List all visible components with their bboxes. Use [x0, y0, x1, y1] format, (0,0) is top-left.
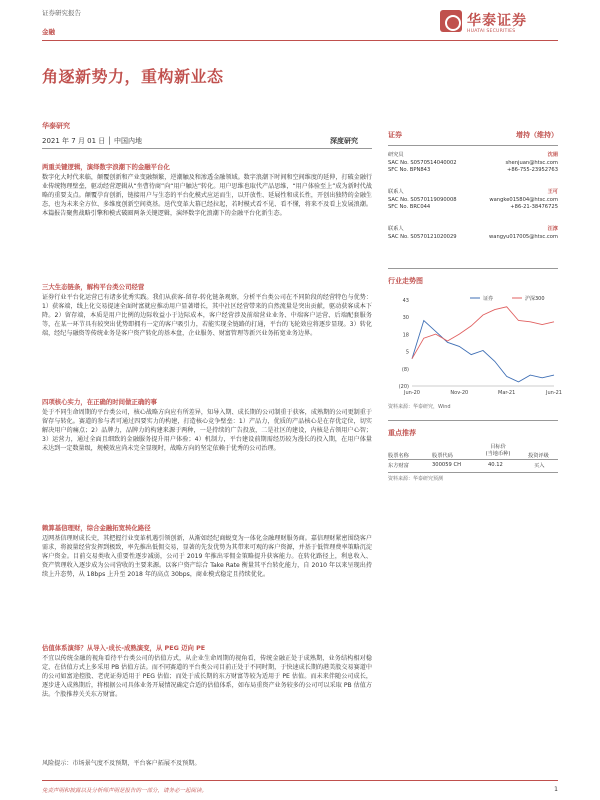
- analyst-2-phone: +86-21-38476725: [510, 204, 558, 211]
- analyst-1-role: 研究员: [388, 152, 404, 158]
- date-line: 2021 年 7 月 01 日 │ 中国内地: [42, 137, 142, 145]
- chart-title: 行业走势图: [388, 277, 423, 285]
- analyst-1-sac: SAC No. S0570514040002: [388, 159, 457, 166]
- logo-en: HUATAI SECURITIES: [467, 29, 516, 34]
- rp-rule-rec: [388, 420, 558, 421]
- para-2-text: 证券行业平台化运营已有诸多优秀实践。我们从获客-留存-转化链条观察，分析平台类公司在不同阶段的经营特色与优势：1）获客端，线上化交易提速全面时富就应推动用户显著增长，其中社区经营带来的自然流量是突出贡献，驱动获客成本下降。2）留存端，本质是用户比例的边际收益小于边际成本，客户经营涉及前端营业业务、中端客户运营、后端配套服务等，在某一环节具有较突出优势即拥有一定的客户吸引力，若能实现全链路的打通，平台的飞轮效应将逐步显现。3）转化端，经纪与融资等传统业务是客户资产转化的基本盘，企业服务、财富管理等新兴业务拓宽业务边界。: [42, 294, 372, 338]
- para-5-text: 不宜以传统金融的视角看待平台类公司的估值方式，从企业生命周期的视角看，传统金融正处于成熟期，业务结构相对稳定，在估值方式上多采用 PB 估值方法。而不同赛道的平台类公司目前正处于不同时期，于快速成长期的港美股交易赛道中的公司如富途控股、老虎证券适用于 PEG 估值；而处于成长期的东方财富等较为适用于 PE 估值。而未来伴随公司成长，逐步进入成熟期后，将根据公司具体业务开展情况确定合适的估值体系，如布局重资产业务较多的公司可以采取 PB 估值方法。个股推荐关关东方财富。: [42, 655, 372, 699]
- analyst-2-role: 联系人: [388, 189, 404, 195]
- analyst-2-name: 王可: [547, 189, 558, 195]
- para-3-text: 处于不同生命周期的平台类公司，核心战略方向应有所差异，知导入期、成长期的公司制重于获客，成熟期的公司更制重于留存与转化。赛道的参与者可通过四要实力的构建，打造核心竞争壁垒：1）产品力，优质的产品核心是在存优定位，切实解决用户的痛点；2）品牌力，品牌力的构建来源于两种，一是持续的广告投放，二是社区的建设，内核是占领用户心智；3）运营力，通过全面且细致的金融服务提升用户体验；4）机制力，平台建设前期需经历较为漫长的投入期，在用户体量未达到一定数量级，规模效应尚未完全显现时，战略方向的坚定依赖于优秀的公司治理。: [42, 409, 372, 453]
- rec-title: 重点推荐: [388, 429, 416, 437]
- legend-label: 沪深300: [525, 296, 545, 302]
- x-tick-label: Nov-20: [450, 390, 469, 396]
- logo-cn: 华泰证券: [467, 13, 527, 29]
- industry-chart: [388, 290, 562, 400]
- rec-cell-rating: 买入: [534, 463, 545, 469]
- sector-label: 证券: [388, 131, 402, 139]
- y-tick-label: 5: [405, 349, 409, 356]
- x-tick-label: Mar-21: [498, 390, 516, 396]
- para-1-text: 数字化大时代来临，颠覆创新和产业变融频繁，逆潮触及和渗透金融领域。数字浪潮下时间和空间维度的延伸，打破金融行业传统物理壁垒，驱动经营逻辑从“坐曹待商”向“用户触达”转化。用户思维也取代产品思维，“用户体验至上”成为新时代战略的重要支点。颠覆孕育创新，链接用户与生态的平台化模式应运而生，以开放性、延展性和成长性，开创出独特的金融生态，也为未来全方位、多维度创新空间奠基。迭代变革大幕已经拉起，若时模式看不见、看不懂，将来不及看上发展浪潮。本篇报告聚焦战略引擎和模式破圈两条关键逻辑，演绎数字化浪潮下的金融平台化新生态。: [42, 174, 372, 218]
- series-line-securities: [412, 321, 554, 382]
- para-3-heading: 四项核心实力，在正确的时间做正确的事: [42, 398, 158, 406]
- risk-note: 风险提示：市场景气度不及预期，平台客户拓展不及预期。: [42, 760, 201, 767]
- rp-rule-chart: [388, 268, 558, 269]
- rec-source-row: [388, 472, 558, 482]
- para-1: [42, 163, 372, 219]
- y-tick-label: 43: [402, 298, 409, 304]
- analyst-2: [388, 189, 558, 212]
- rec-header-rating: 投资评级: [528, 453, 549, 459]
- analyst-3-sac: SAC No. S0570121020029: [388, 233, 457, 240]
- analyst-2-email[interactable]: wangke015804@htsc.com: [489, 196, 558, 203]
- rec-cell-code: 300059 CH: [432, 462, 461, 468]
- y-tick-label: 30: [402, 315, 409, 322]
- report-type: 深度研究: [330, 137, 358, 145]
- para-4-heading: 赖算基信理财，综合金融拓宽转化路径: [42, 524, 151, 532]
- page-number: 1: [554, 786, 558, 793]
- analyst-1-name: 沈娟: [547, 152, 558, 158]
- rec-header-name: 股票名称: [388, 453, 409, 459]
- rec-header-target: 目标价 (当地币种): [485, 444, 511, 457]
- rule-left: [42, 148, 372, 149]
- para-4-text: 迈网基信理财成长史，其把握行业变革机遇引领创新，从渐如经纪商蜕变为一体化金融理财服务商。嘉信理财紧密围绕客户需求，将渡量经营发挥到极致，率先推出低佣交易，显著的先发优势为其带来可观的客户资源，并基于低管理费率策略沉淀客户资金。目前交易类收入重要性逐步减弱，公司于 2019 年推出零佣金策略提升获客能力。在转化路径上，利息收入、资产管理收入逐步成为公司营收的主要来源。以客户资产综合 Take Rate 衡量其平台转化能力，自 2010 年以来呈现出持续上升态势，从 18bps 上升至 2018 年的高点 30bps，商业模式稳定且持续优化。: [42, 535, 372, 579]
- analyst-3-role: 联系人: [388, 226, 404, 232]
- rating-label: 增持（维持）: [516, 131, 558, 139]
- para-5: [42, 644, 372, 700]
- para-3: [42, 398, 372, 454]
- report-title: 角逐新势力，重构新业态: [42, 67, 224, 86]
- chart-svg: [388, 290, 562, 400]
- org-name: 华泰研究: [42, 122, 70, 130]
- rec-header-code: 股票代码: [432, 453, 453, 459]
- x-tick-label: Jun-21: [546, 390, 562, 396]
- y-tick-label: (20): [398, 384, 409, 390]
- analyst-3: [388, 226, 558, 241]
- rec-header-row: [388, 444, 558, 460]
- y-tick-label: 18: [402, 332, 409, 339]
- header-divider: [42, 40, 558, 41]
- analyst-3-name: 汪淳: [547, 226, 558, 232]
- analyst-3-email[interactable]: wangyu017005@htsc.com: [489, 233, 558, 240]
- para-2-heading: 三大生态链条，解构平台类公司经营: [42, 283, 145, 291]
- para-4: [42, 524, 372, 580]
- rec-cell-name: 东方财富: [388, 463, 409, 469]
- rec-table: [388, 444, 558, 482]
- doc-type: 证券研究报告: [42, 9, 81, 17]
- y-tick-label: (8): [401, 366, 409, 373]
- logo: [440, 10, 560, 40]
- analyst-1: [388, 152, 558, 175]
- x-tick-label: Jun-20: [404, 390, 420, 396]
- footer-disclaimer: 免责声明和披露以及分析师声明是报告的一部分，请务必一起阅读。: [42, 788, 208, 794]
- analyst-2-sac: SAC No. S0570119090008: [388, 196, 457, 203]
- table-row: [388, 462, 558, 470]
- rp-rule-top: [388, 145, 558, 146]
- para-5-heading: 估值体系演绎？从导入-成长-成熟演变，从 PEG 迈向 PE: [42, 644, 206, 652]
- analyst-1-email[interactable]: shenjuan@htsc.com: [505, 159, 558, 166]
- rec-source: 资料来源：华泰研究预测: [388, 476, 444, 482]
- legend-label: 证券: [483, 296, 494, 302]
- analyst-1-sfc: SFC No. BPN843: [388, 167, 431, 174]
- para-1-heading: 两重关键逻辑，演绎数字浪潮下的金融平台化: [42, 163, 170, 171]
- footer-divider: [42, 780, 558, 781]
- analyst-2-sfc: SFC No. BRC044: [388, 204, 431, 211]
- section-label: 金融: [42, 28, 55, 36]
- rec-cell-target: 40.12: [488, 462, 503, 468]
- logo-icon: [440, 10, 462, 32]
- chart-source: 资料来源：华泰研究，Wind: [388, 404, 451, 410]
- para-2: [42, 283, 372, 339]
- analyst-1-phone: +86-755-23952763: [507, 167, 558, 174]
